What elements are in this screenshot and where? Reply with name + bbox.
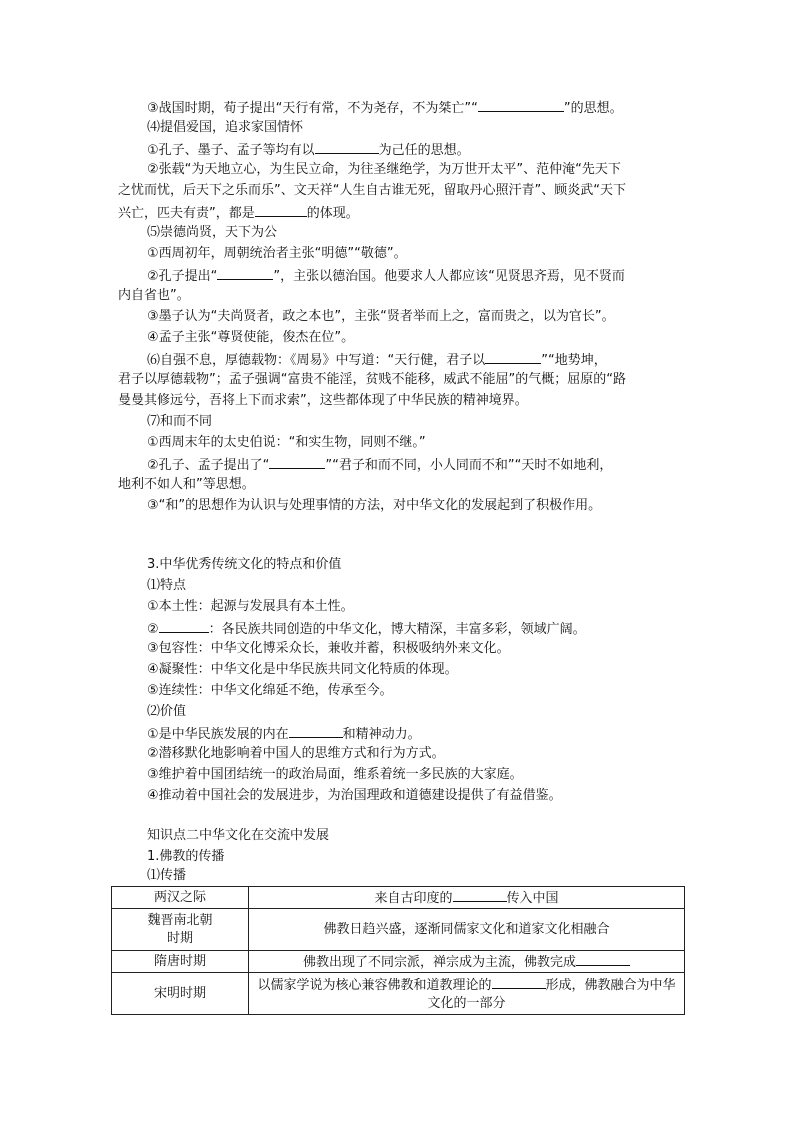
section-heading: 知识点二中华文化在交流中发展 (147, 828, 330, 843)
text-line: 地利不如人和”等思想。 (118, 477, 255, 492)
text-line: ⑤连续性：中华文化绵延不绝，传承至今。 (147, 683, 393, 698)
text-line: ④凝聚性：中华文化是中华民族共同文化特质的体现。 (147, 662, 458, 677)
subheading: ⑴传播 (147, 868, 187, 883)
fill-blank (269, 454, 325, 469)
text-line: ④孟子主张“尊贤使能，俊杰在位”。 (147, 330, 355, 345)
fill-blank (159, 618, 209, 633)
text-line: ③包容性：中华文化博采众长，兼收并蓄，积极吸纳外来文化。 (147, 641, 510, 656)
text-line: ②张载“为天地立心，为生民立命，为往圣继绝学，为万世开太平”、范仲淹“先天下 (147, 162, 621, 177)
text-line: ①本土性：起源与发展具有本土性。 (147, 599, 354, 614)
table-row (112, 951, 685, 973)
text-line: ②孔子提出“ ”，主张以德治国。他要求人人都应该“见贤思齐焉，见不贤而 (147, 265, 625, 287)
text-line: ②孔子、孟子提出了“ ”“君子和而不同，小人同而不和”“天时不如地利， (147, 454, 612, 476)
table-row (112, 887, 685, 909)
table-cell-desc: 佛教出现了不同宗派，禅宗成为主流，佛教完成 (249, 951, 685, 973)
fill-blank (289, 723, 343, 738)
table-row (112, 973, 685, 1015)
section-heading: 3.中华优秀传统文化的特点和价值 (147, 557, 342, 572)
fill-blank (576, 951, 630, 966)
fill-blank (485, 349, 541, 364)
table-cell-era: 宋明时期 (112, 973, 249, 1015)
fill-blank (453, 887, 507, 902)
table-cell-era: 两汉之际 (112, 887, 249, 909)
fill-blank (255, 202, 307, 217)
text-line: ①孔子、墨子、孟子等均有以 为己任的思想。 (147, 139, 470, 161)
text-line: ③战国时期，荀子提出“天行有常，不为尧存，不为桀亡”“ ”的思想。 (147, 97, 623, 119)
text-line: ①是中华民族发展的内在 和精神动力。 (147, 723, 421, 745)
fill-blank (217, 265, 273, 280)
text-line: 之忧而忧，后天下之乐而乐”、文天祥“人生自古谁无死，留取丹心照汗青”、顾炎武“天下 (118, 183, 626, 198)
text-line: ①西周初年，周朝统治者主张“明德”“敬德”。 (147, 246, 407, 261)
text-line: ③维护着中国团结统一的政治局面，维系着统一多民族的大家庭。 (147, 767, 523, 782)
section-heading: 1.佛教的传播 (147, 849, 225, 864)
table-cell-desc: 来自古印度的 传入中国 (249, 887, 685, 909)
fill-blank (315, 139, 379, 154)
table-cell-era: 隋唐时期 (112, 951, 249, 973)
text-line: 内自省也”。 (118, 288, 190, 303)
subheading: ⑸崇德尚贤，天下为公 (147, 225, 278, 240)
text-line: ② ：各民族共同创造的中华文化，博大精深，丰富多彩，领域广阔。 (147, 618, 586, 640)
subheading: ⑺和而不同 (147, 414, 213, 429)
fill-blank (478, 97, 564, 112)
text-line: 兴亡，匹夫有责”，都是 的体现。 (118, 202, 359, 224)
table-row (112, 909, 685, 951)
text-line: ③“和”的思想作为认识与处理事情的方法，对中华文化的发展起到了积极作用。 (147, 498, 602, 513)
text-line: ④推动着中国社会的发展进步，为治国理政和道德建设提供了有益借鉴。 (147, 788, 562, 803)
table-cell-era: 魏晋南北朝时期 (112, 909, 249, 951)
table-cell-desc: 佛教日趋兴盛，逐渐同儒家文化和道家文化相融合 (249, 909, 685, 951)
buddhism-spread-table (111, 886, 685, 1015)
text-line: 君子以厚德载物”；孟子强调“富贵不能淫，贫贱不能移，威武不能屈”的气概；屈原的“路 (118, 372, 626, 387)
subheading: ⑴特点 (147, 578, 187, 593)
text-line: ①西周末年的太史伯说：“和实生物，同则不继。” (147, 435, 426, 450)
text-line: ③墨子认为“夫尚贤者，政之本也”，主张“贤者举而上之，富而贵之，以为官长”。 (147, 309, 615, 324)
text-line: ⑹自强不息，厚德载物：《周易》中写道：“天行健，君子以 ”“地势坤， (147, 349, 607, 371)
text-line: 曼曼其修远兮，吾将上下而求索”，这些都体现了中华民族的精神境界。 (118, 393, 528, 408)
text-line: ②潜移默化地影响着中国人的思维方式和行为方式。 (147, 746, 445, 761)
fill-blank (492, 974, 546, 989)
table-cell-desc: 以儒家学说为核心兼容佛教和道教理论的 形成，佛教融合为中华文化的一部分 (249, 973, 685, 1015)
subheading: ⑷提倡爱国，追求家国情怀 (147, 120, 304, 135)
subheading: ⑵价值 (147, 704, 187, 719)
